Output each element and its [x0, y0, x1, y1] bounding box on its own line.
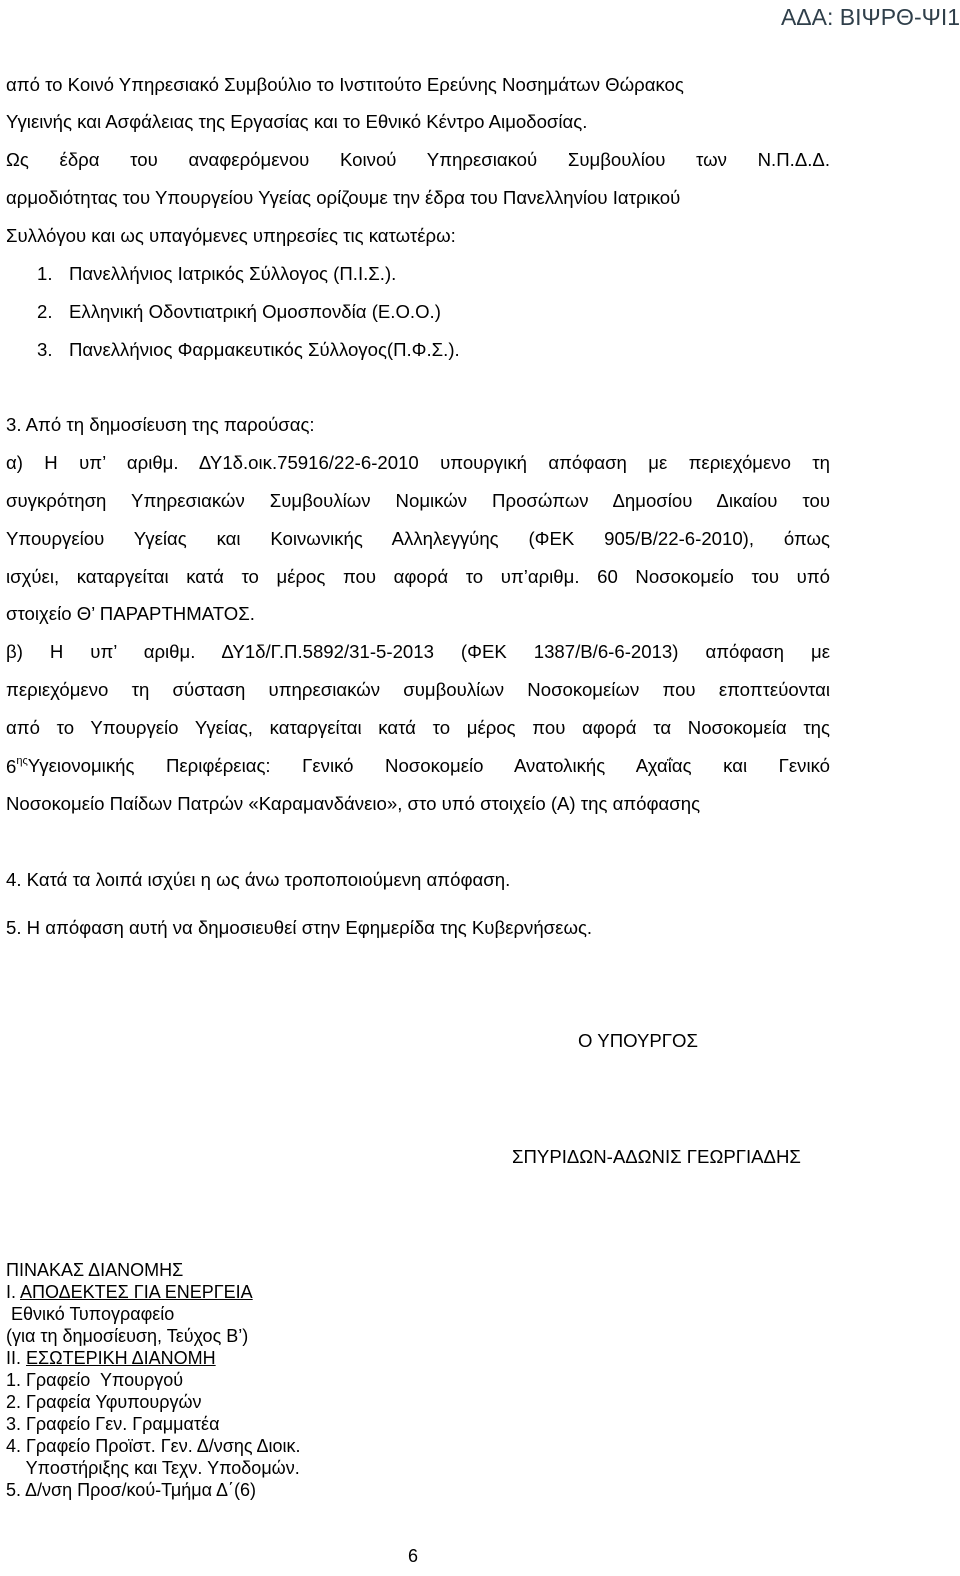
paragraph-line: Ως έδρα του αναφερόμενου Κοινού Υπηρεσιακού Συμβουλίου των Ν.Π.Δ.Δ.	[6, 149, 830, 170]
signature-name: ΣΠΥΡΙΔΩΝ-ΑΔΩΝΙΣ ΓΕΩΡΓΙΑΔΗΣ	[512, 1146, 801, 1167]
list-item-text: Πανελλήνιος Φαρμακευτικός Σύλλογος(Π.Φ.Σ.).	[69, 339, 460, 360]
distribution-line: 5. Δ/νση Προσ/κού-Τμήμα Δ΄(6)	[6, 1480, 257, 1500]
distribution-line: 1. Γραφείο Υπουργού	[6, 1370, 184, 1390]
distribution-section-1-title: ΑΠΟΔΕΚΤΕΣ ΓΙΑ ΕΝΕΡΓΕΙΑ	[20, 1282, 253, 1302]
list-item	[37, 339, 460, 361]
ordinal-suffix: ης	[16, 755, 28, 767]
distribution-section-2-title: ΕΣΩΤΕΡΙΚΗ ΔΙΑΝΟΜΗ	[26, 1348, 216, 1368]
distribution-line: 2. Γραφεία Υφυπουργών	[6, 1392, 202, 1412]
paragraph-line: Υπουργείου Υγείας και Κοινωνικής Αλληλεγγύης (ΦΕΚ 905/Β/22-6-2010), όπως	[6, 528, 830, 549]
list-item-number: 3.	[37, 339, 53, 360]
paragraph-line: β) Η υπ’ αριθμ. ΔΥ1δ/Γ.Π.5892/31-5-2013 (ΦΕΚ 1387/Β/6-6-2013) απόφαση με	[6, 641, 830, 662]
paragraph-line	[6, 755, 830, 778]
ada-code: ΑΔΑ: ΒΙΨΡΘ-ΨΙ1	[780, 4, 960, 30]
section-5: 5. Η απόφαση αυτή να δημοσιευθεί στην Εφημερίδα της Κυβερνήσεως.	[6, 917, 593, 938]
paragraph-line: αρμοδιότητας του Υπουργείου Υγείας ορίζουμε την έδρα του Πανελληνίου Ιατρικού	[6, 187, 681, 208]
paragraph-line: περιεχόμενο τη σύσταση υπηρεσιακών συμβουλίων Νοσοκομείων που εποπτεύονται	[6, 679, 830, 700]
list-item-text: Πανελλήνιος Ιατρικός Σύλλογος (Π.Ι.Σ.).	[69, 263, 397, 284]
paragraph-line: στοιχείο Θ’ ΠΑΡΑΡΤΗΜΑΤΟΣ.	[6, 603, 255, 624]
section-heading: 3. Από τη δημοσίευση της παρούσας:	[6, 414, 315, 435]
list-item-number: 1.	[37, 263, 53, 284]
distribution-section-2: ΙΙ. ΕΣΩΤΕΡΙΚΗ ΔΙΑΝΟΜΗ	[6, 1348, 216, 1368]
distribution-line: Εθνικό Τυπογραφείο	[6, 1304, 175, 1324]
paragraph-line: Υγιεινής και Ασφάλειας της Εργασίας και το Εθνικό Κέντρο Αιμοδοσίας.	[6, 111, 588, 132]
distribution-line: 3. Γραφείο Γεν. Γραμματέα	[6, 1414, 220, 1434]
paragraph-line: από το Υπουργείο Υγείας, καταργείται κατά το μέρος που αφορά τα Νοσοκομεία της	[6, 717, 830, 738]
distribution-line: Υποστήριξης και Τεχν. Υποδομών.	[6, 1458, 300, 1478]
paragraph-line-rest: Υγειονομικής Περιφέρειας: Γενικό Νοσοκομείο Ανατολικής Αχαΐας και Γενικό	[27, 755, 830, 776]
list-item-text: Ελληνική Οδοντιατρική Ομοσπονδία (Ε.Ο.Ο.)	[69, 301, 441, 322]
distribution-line: 4. Γραφείο Προϊστ. Γεν. Δ/νσης Διοικ.	[6, 1436, 301, 1456]
distribution-section-1: Ι. ΑΠΟΔΕΚΤΕΣ ΓΙΑ ΕΝΕΡΓΕΙΑ	[6, 1282, 253, 1302]
paragraph-line: α) Η υπ’ αριθμ. ΔΥ1δ.οικ.75916/22-6-2010 υπουργική απόφαση με περιεχόμενο τη	[6, 452, 830, 473]
distribution-line: (για τη δημοσίευση, Τεύχος Β’)	[6, 1326, 249, 1346]
distribution-title: ΠΙΝΑΚΑΣ ΔΙΑΝΟΜΗΣ	[6, 1260, 184, 1280]
page-number: 6	[408, 1546, 419, 1566]
list-item	[37, 301, 441, 323]
list-item	[37, 263, 396, 285]
paragraph-line: Νοσοκομείο Παίδων Πατρών «Καραμανδάνειο», στο υπό στοιχείο (Α) της απόφασης	[6, 793, 701, 814]
distribution-block	[6, 1259, 301, 1501]
list-item-number: 2.	[37, 301, 53, 322]
paragraph-line: Συλλόγου και ως υπαγόμενες υπηρεσίες τις κατωτέρω:	[6, 225, 456, 246]
paragraph-line: ισχύει, καταργείται κατά το μέρος που αφορά το υπ’αριθμ. 60 Νοσοκομείο του υπό	[6, 566, 830, 587]
ordinal: $6^{\eta\varsigma}$	[6, 755, 28, 777]
signature-role: Ο ΥΠΟΥΡΓΟΣ	[578, 1030, 698, 1051]
paragraph-line: συγκρότηση Υπηρεσιακών Συμβουλίων Νομικών Προσώπων Δημοσίου Δικαίου του	[6, 490, 830, 511]
paragraph-line: από το Κοινό Υπηρεσιακό Συμβούλιο το Ινστιτούτο Ερεύνης Νοσημάτων Θώρακος	[6, 74, 684, 95]
section-4: 4. Κατά τα λοιπά ισχύει η ως άνω τροποποιούμενη απόφαση.	[6, 869, 511, 890]
